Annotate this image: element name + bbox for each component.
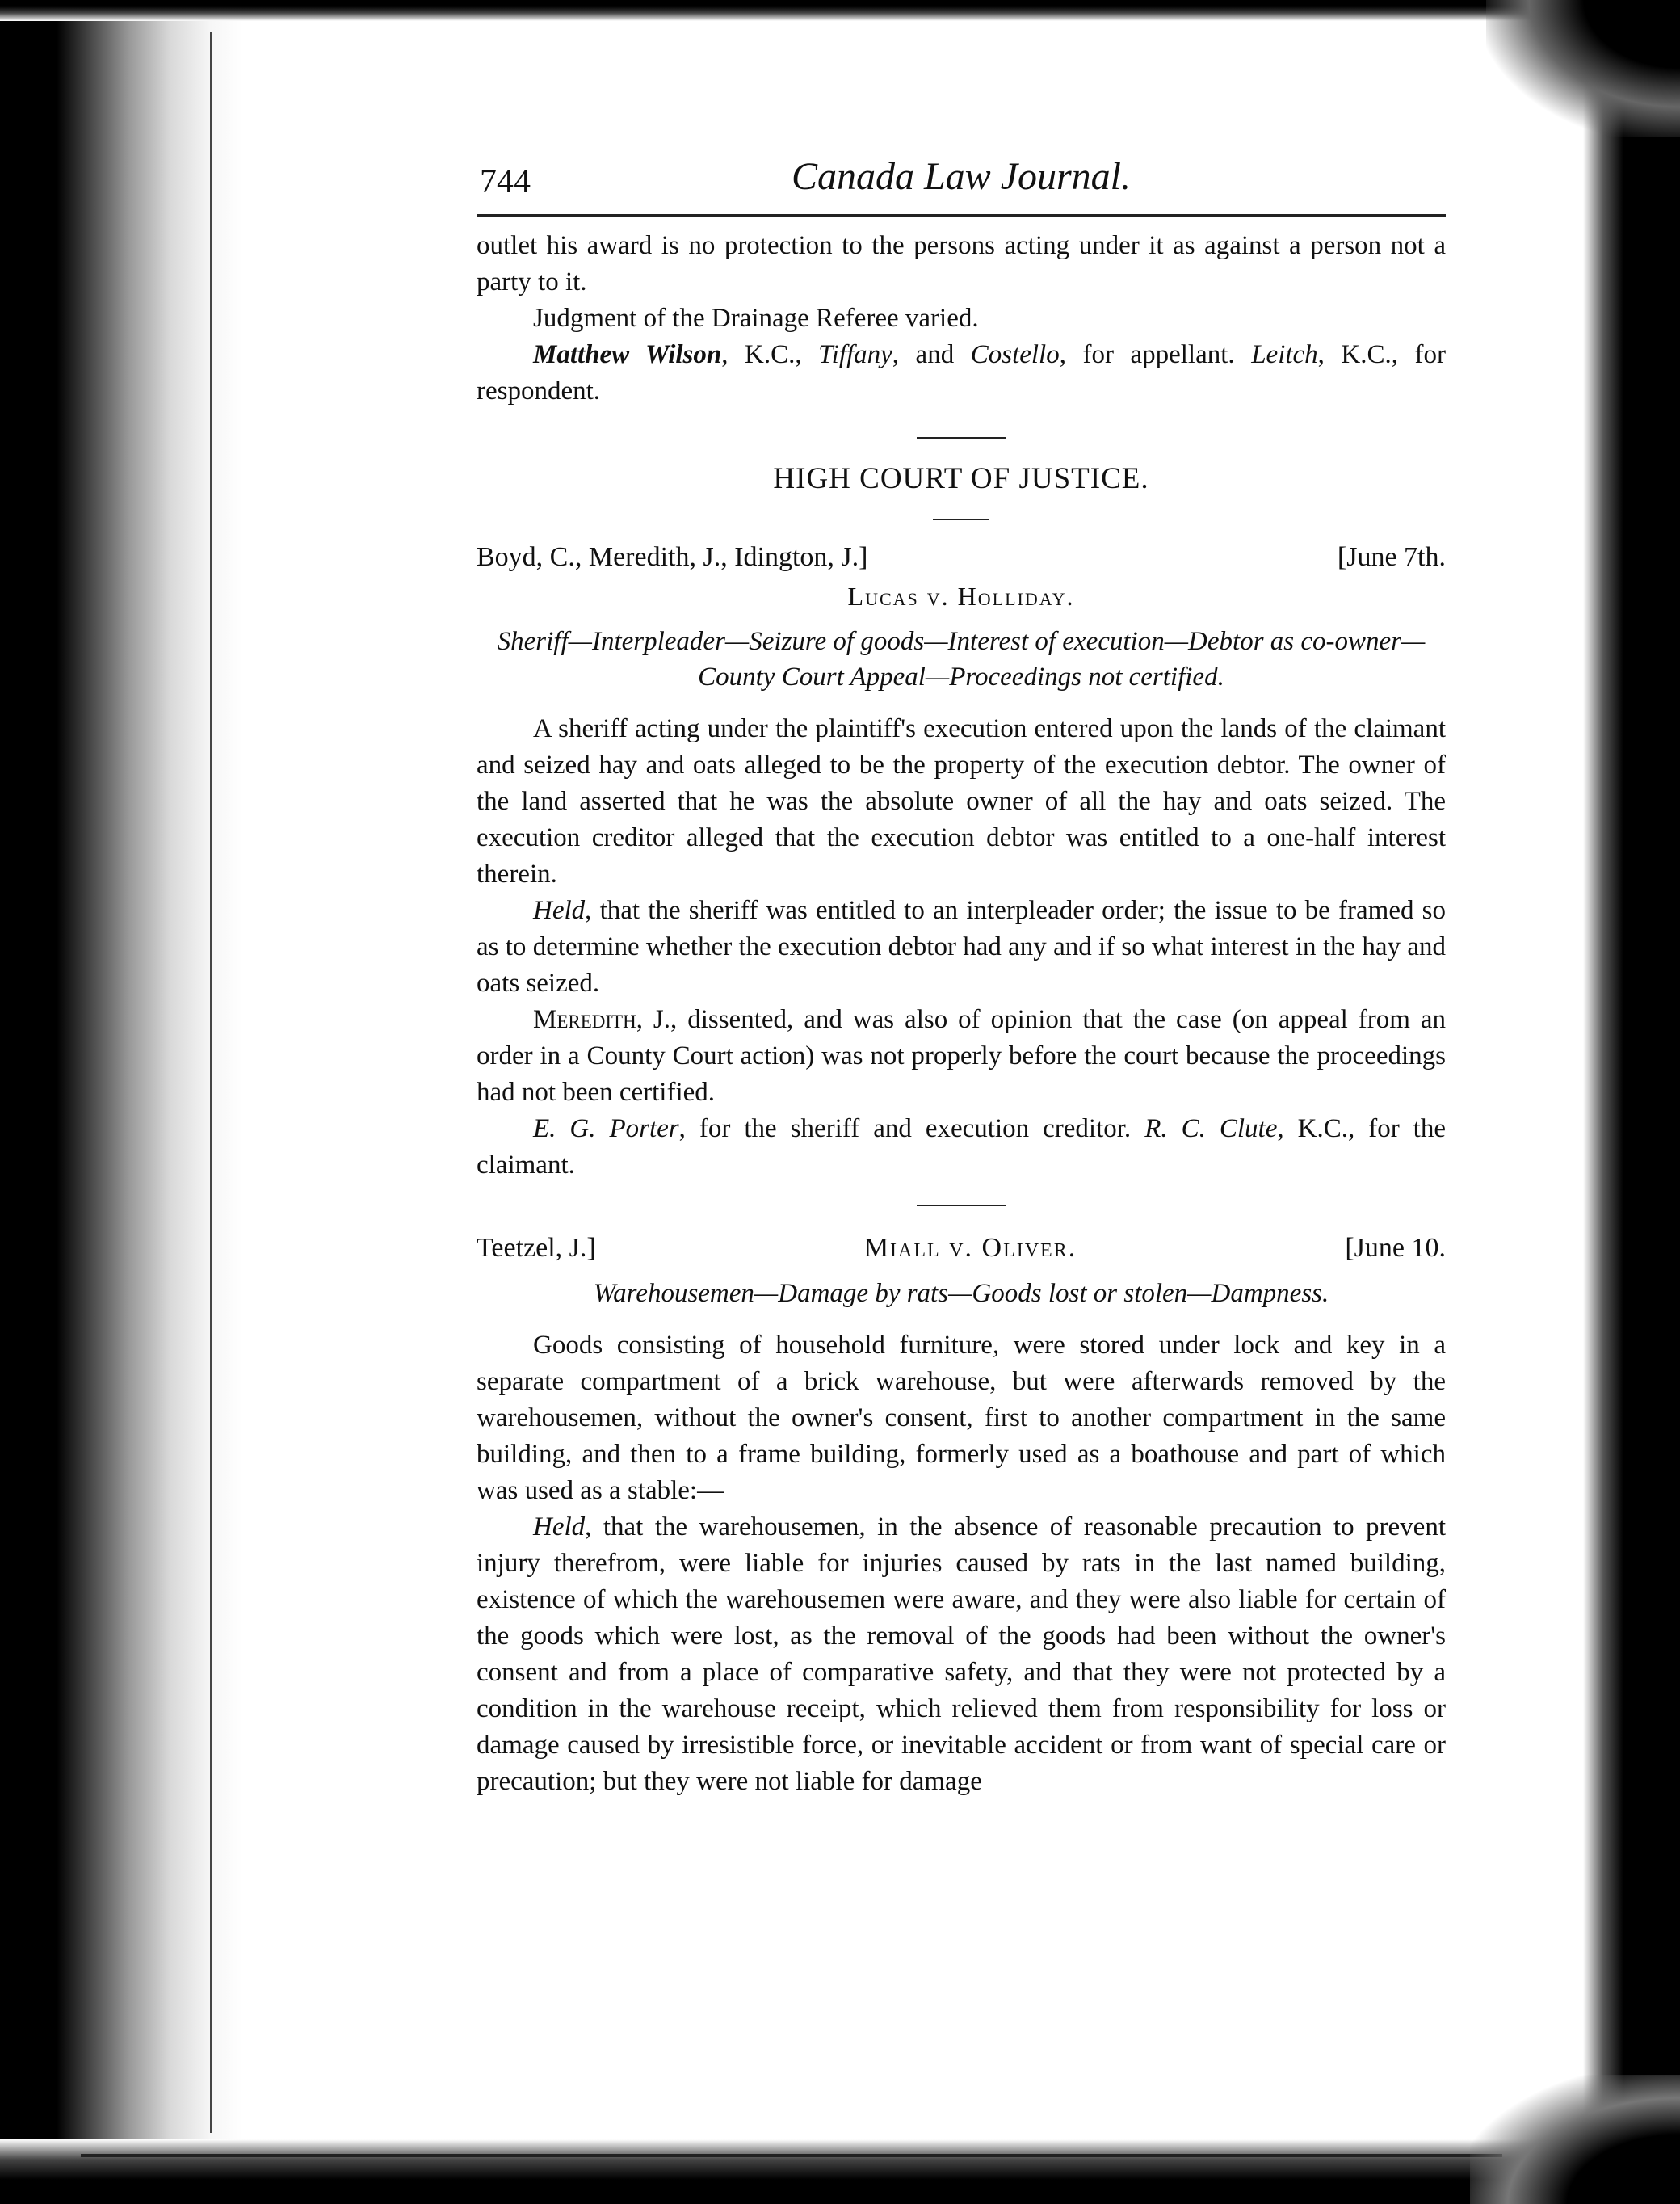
held-word: Held <box>533 896 586 925</box>
case1-counsel <box>477 1111 1446 1184</box>
case1-title: Lucas v. Holliday. <box>847 582 1075 611</box>
counsel-text: , K.C., for the claimant. <box>477 1114 1446 1180</box>
case1-bench-line <box>477 538 1446 577</box>
intro-counsel <box>477 337 1446 410</box>
held-text: , that the sheriff was entitled to an interpleader order; the issue to be framed so as to determine whether the execution debtor had any and if so what interest in the hay and oats seized. <box>477 896 1446 998</box>
journal-page <box>477 149 1446 1800</box>
scan-binding-line <box>210 32 212 2133</box>
counsel-text: , for the sheriff and execution creditor. <box>678 1114 1145 1143</box>
journal-title: Canada Law Journal. <box>791 155 1132 198</box>
held-word: Held <box>533 1512 586 1542</box>
counsel-name: Matthew Wilson <box>533 340 722 369</box>
case2-headnote: Warehousemen—Damage by rats—Goods lost or stolen—Dampness. <box>593 1279 1329 1308</box>
scan-bottom-line <box>81 2154 1502 2157</box>
counsel-name: Tiffany <box>818 340 892 369</box>
case1-held <box>477 893 1446 1002</box>
counsel-name: Leitch <box>1251 340 1318 369</box>
counsel-text: , K.C., <box>721 340 819 369</box>
case1-date: [June 7th. <box>1337 542 1446 572</box>
case2-date: [June 10. <box>1345 1233 1446 1263</box>
case2-title: Miall v. Oliver. <box>863 1233 1077 1263</box>
scan-edge-left <box>0 0 242 2204</box>
counsel-text: , for appellant. <box>1059 340 1252 369</box>
held-text: , that the warehousemen, in the absence of reasonable precaution to prevent injury therefrom, were liable for injuries caused by rats in the last named building, existence of which the warehousemen were aware, and they were also liable for certain of the goods which were lost, as the removal of the goods had been without the owner's consent and from a place of comparative safety, and that they were not protected by a condition in the warehouse receipt, which relieved them from responsibility for loss or damage caused by irresistible force, or inevitable accident or from want of special care or precaution; but they were not liable for damage <box>477 1512 1446 1796</box>
case1-facts: A sheriff acting under the plaintiff's execution entered upon the lands of the claimant and seized hay and oats alleged to be the property of the execution debtor. The owner of the land asserted that he was the absolute owner of all the hay and oats seized. The execution creditor alleged that the execution debtor was entitled to a one-half interest therein. <box>477 714 1446 889</box>
counsel-name: E. G. Porter <box>533 1114 679 1143</box>
case1-judges: Boyd, C., Meredith, J., Idington, J.] <box>477 542 868 572</box>
section-divider <box>917 437 1006 439</box>
scan-corner-top-right <box>1486 0 1680 137</box>
dissent-judge: Meredith <box>533 1005 636 1034</box>
intro-continuation: outlet his award is no protection to the persons acting under it as against a person not a party to it. <box>477 231 1446 297</box>
counsel-name: R. C. Clute <box>1144 1114 1278 1143</box>
case1-headnote: Sheriff—Interpleader—Seizure of goods—Interest of execution—Debtor as co-owner—County Court Appeal—Proceedings not certified. <box>497 627 1426 692</box>
scan-edge-bottom <box>0 2139 1680 2204</box>
page-number: 744 <box>480 163 531 200</box>
scan-edge-right <box>1583 0 1680 2204</box>
scan-edge-top <box>0 0 1680 21</box>
dissent-text: , J., dissented, and was also of opinion that the case (on appeal from an order in a County Court action) was not properly before the court because the proceedings had not been certified. <box>477 1005 1446 1107</box>
counsel-text: , K.C., for respondent. <box>477 340 1447 406</box>
counsel-name: Costello <box>970 340 1060 369</box>
case2-held <box>477 1509 1446 1800</box>
scan-corner-bottom-right <box>1470 2075 1680 2204</box>
running-head <box>477 149 1446 217</box>
case2-bench-line <box>477 1229 1446 1268</box>
intro-judgment: Judgment of the Drainage Referee varied. <box>533 304 979 333</box>
case2-judge: Teetzel, J.] <box>477 1233 596 1263</box>
case1-dissent <box>477 1002 1446 1111</box>
counsel-text: , and <box>892 340 971 369</box>
case2-facts: Goods consisting of household furniture, were stored under lock and key in a separate compartment of a brick warehouse, but were afterwards removed by the warehousemen, without the owner's consent, first to another compartment in the same building, and then to a frame building, formerly used as a boathouse and part of which was used as a stable:— <box>477 1331 1446 1505</box>
section-heading: HIGH COURT OF JUSTICE. <box>773 462 1149 495</box>
